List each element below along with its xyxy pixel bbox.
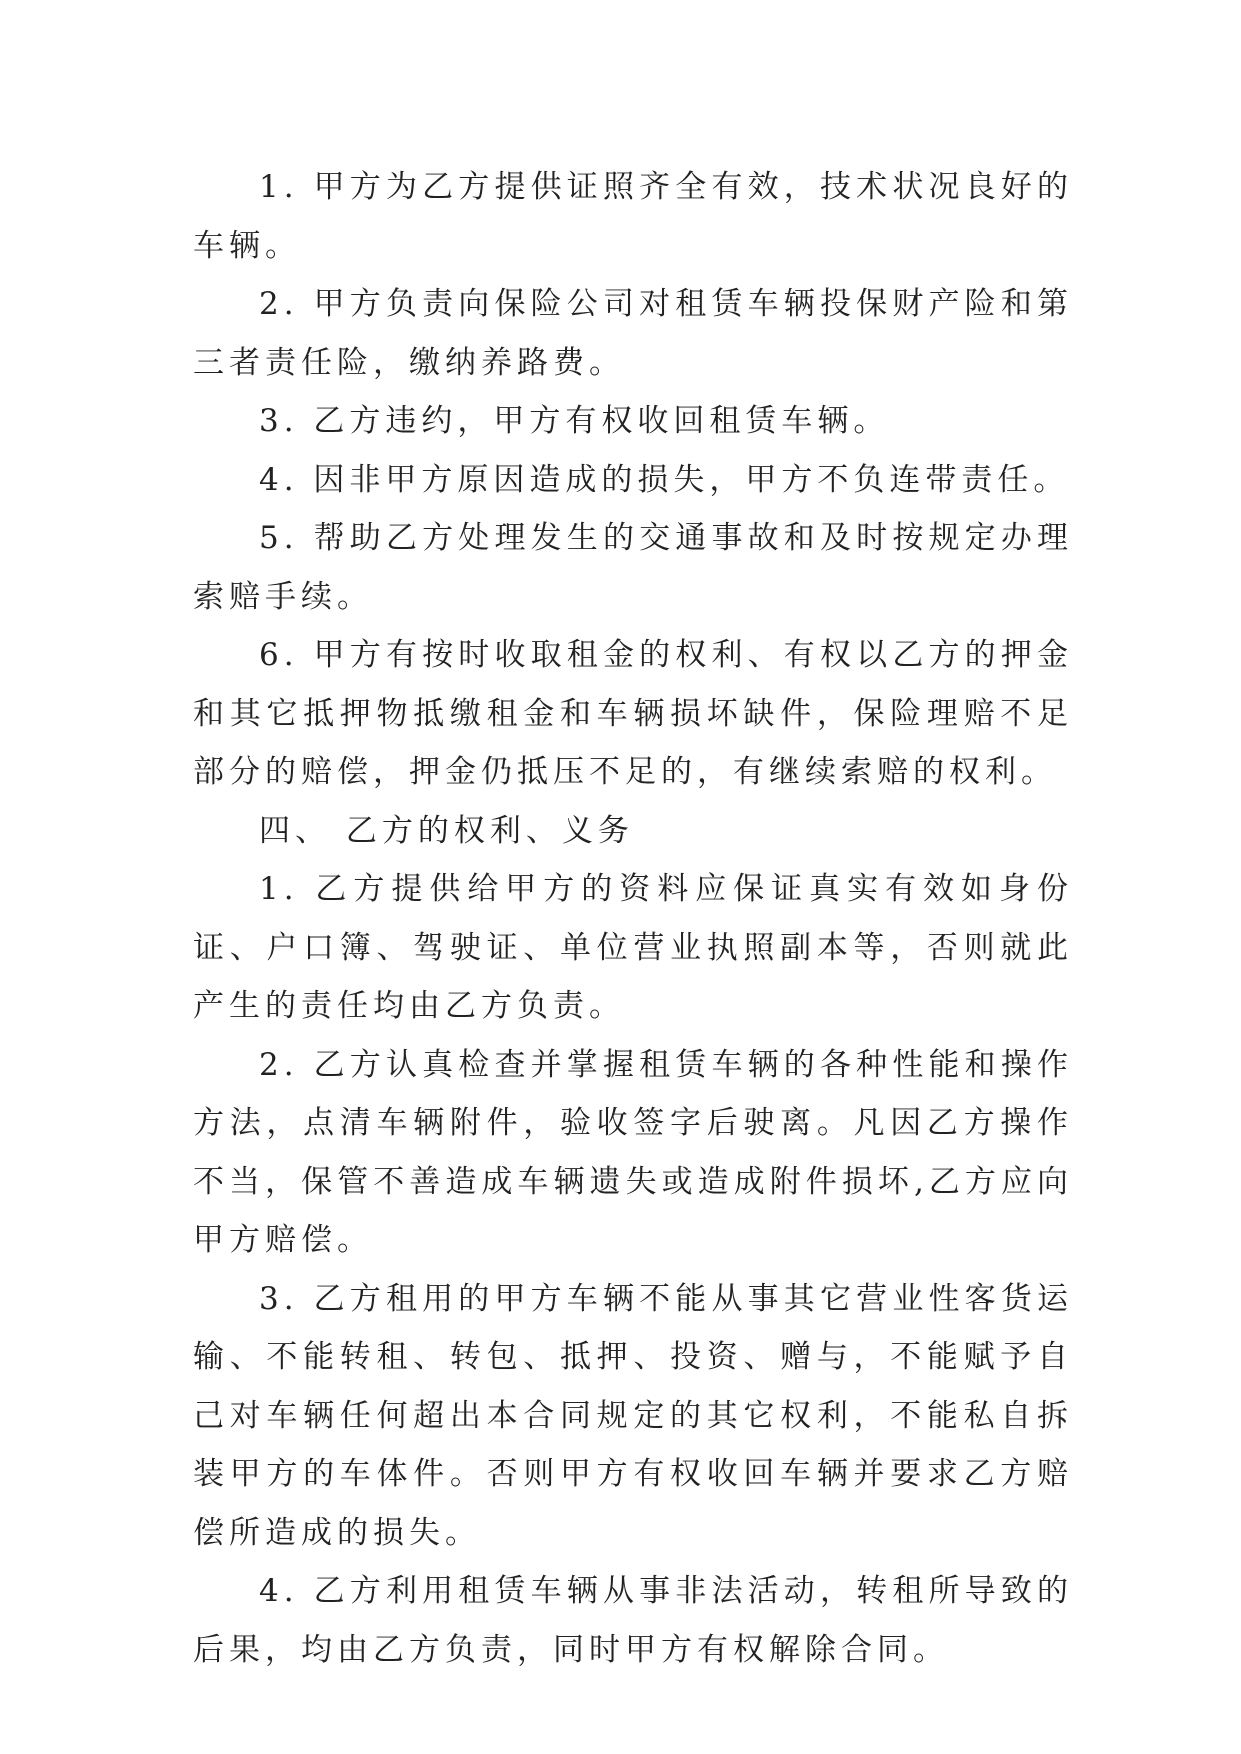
paragraph-7: 1. 乙方提供给甲方的资料应保证真实有效如身份证、户口簿、驾驶证、单位营业执照副本等，否则就此产生的责任均由乙方负责。 xyxy=(193,871,1073,1024)
paragraph-5: 5. 帮助乙方处理发生的交通事故和及时按规定办理索赔手续。 xyxy=(193,520,1073,615)
document-body xyxy=(193,158,1073,1679)
section-heading: 四、 乙方的权利、义务 xyxy=(259,812,634,849)
paragraph-6: 6. 甲方有按时收取租金的权利、有权以乙方的押金和其它抵押物抵缴租金和车辆损坏缺件，保险理赔不足部分的赔偿，押金仍抵压不足的，有继续索赔的权利。 xyxy=(193,637,1073,790)
paragraph-2: 2. 甲方负责向保险公司对租赁车辆投保财产险和第三者责任险，缴纳养路费。 xyxy=(193,286,1073,381)
paragraph-9: 3. 乙方租用的甲方车辆不能从事其它营业性客货运输、不能转租、转包、抵押、投资、赠与，不能赋予自己对车辆任何超出本合同规定的其它权利，不能私自拆装甲方的车体件。否则甲方有权收回车辆并要求乙方赔偿所造成的损失。 xyxy=(193,1280,1073,1551)
paragraph-10: 4. 乙方利用租赁车辆从事非法活动，转租所导致的后果，均由乙方负责，同时甲方有权解除合同。 xyxy=(193,1573,1073,1668)
paragraph-4: 4. 因非甲方原因造成的损失，甲方不负连带责任。 xyxy=(259,461,1070,498)
paragraph-1: 1. 甲方为乙方提供证照齐全有效，技术状况良好的车辆。 xyxy=(193,169,1073,264)
paragraph-8: 2. 乙方认真检查并掌握租赁车辆的各种性能和操作方法，点清车辆附件，验收签字后驶离。凡因乙方操作不当，保管不善造成车辆遗失或造成附件损坏,乙方应向甲方赔偿。 xyxy=(193,1046,1073,1258)
paragraph-3: 3. 乙方违约，甲方有权收回租赁车辆。 xyxy=(259,403,890,439)
